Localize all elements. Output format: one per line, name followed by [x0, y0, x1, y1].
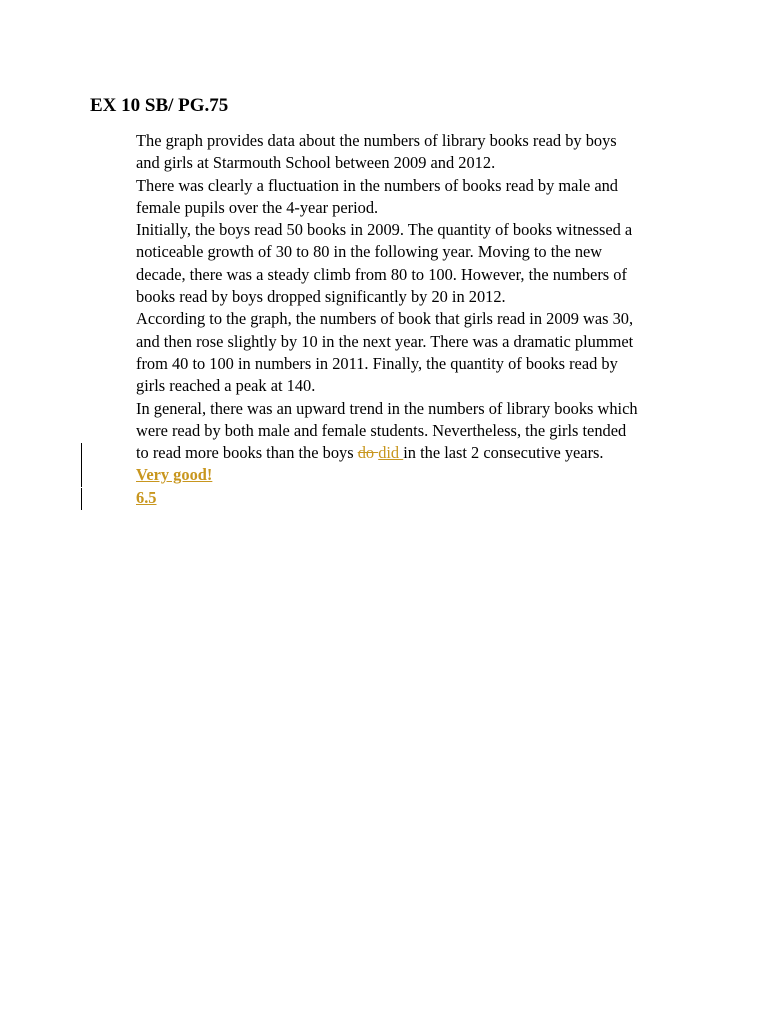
text-segment: to read more books than the boys: [136, 443, 358, 463]
text-line: girls reached a peak at 140.: [136, 376, 316, 396]
paragraph-conclusion: [136, 398, 681, 465]
change-bar: [81, 465, 82, 487]
change-bar: [81, 488, 82, 510]
text-line: According to the graph, the numbers of book that girls read in 2009 was 30,: [136, 309, 634, 329]
text-line: There was clearly a fluctuation in the numbers of books read by male and: [136, 175, 618, 195]
paragraph-intro: [136, 130, 681, 175]
text-line: female pupils over the 4-year period.: [136, 197, 379, 217]
paragraph-boys: [136, 219, 681, 308]
text-line: noticeable growth of 30 to 80 in the following year. Moving to the new: [136, 242, 603, 262]
text-line: and girls at Starmouth School between 2009 and 2012.: [136, 153, 496, 173]
text-segment: in the last 2 consecutive years.: [403, 443, 604, 463]
text-line: from 40 to 100 in numbers in 2011. Finally, the quantity of books read by: [136, 353, 618, 373]
text-line: were read by both male and female students. Nevertheless, the girls tended: [136, 420, 627, 440]
text-line: and then rose slightly by 10 in the next year. There was a dramatic plummet: [136, 331, 634, 351]
text-line: books read by boys dropped significantly by 20 in 2012.: [136, 287, 506, 307]
text-line-with-edit: [136, 442, 681, 464]
paragraph-girls: [136, 308, 681, 397]
text-line: decade, there was a steady climb from 80 to 100. However, the numbers of: [136, 264, 627, 284]
text-line: The graph provides data about the numbers of library books read by boys: [136, 131, 617, 150]
essay-body: [136, 130, 681, 509]
paragraph-overview: [136, 175, 681, 220]
teacher-comment: Very good!: [136, 465, 213, 485]
page-title: EX 10 SB/ PG.75: [90, 95, 229, 116]
score: 6.5: [136, 487, 157, 507]
tracked-deletion: do: [357, 443, 379, 463]
text-line: In general, there was an upward trend in the numbers of library books which: [136, 398, 638, 418]
change-bar: [81, 443, 82, 465]
text-line: Initially, the boys read 50 books in 2009. The quantity of books witnessed a: [136, 220, 633, 240]
tracked-insertion: did: [378, 443, 404, 463]
